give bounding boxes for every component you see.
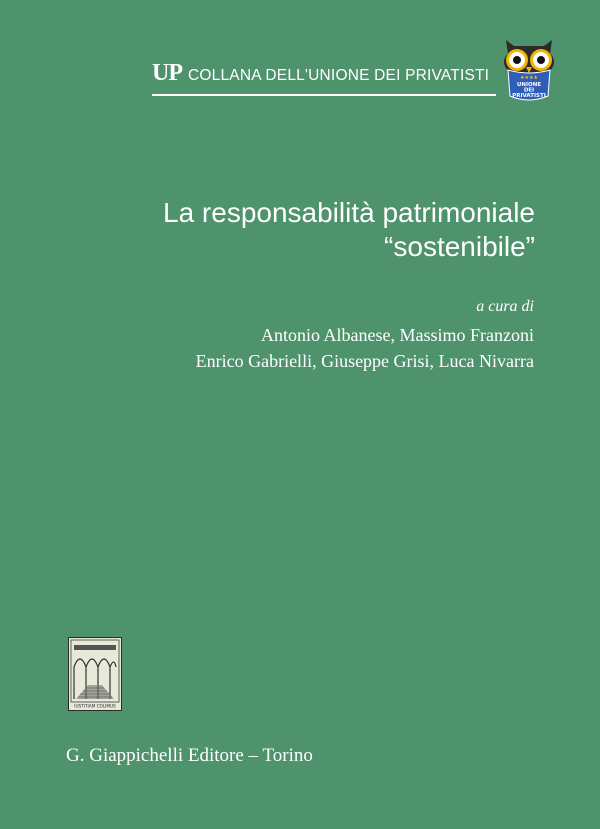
series-logo: UP [152, 60, 182, 86]
publisher-emblem [68, 637, 122, 711]
editors-line-2: Enrico Gabrielli, Giuseppe Grisi, Luca Nivarra [195, 351, 534, 371]
badge-line3: PRIVATISTI [512, 93, 546, 99]
series-divider [152, 94, 496, 96]
badge-line1: UNIONE [516, 82, 542, 88]
editors-line-1: Antonio Albanese, Massimo Franzoni [261, 325, 534, 345]
badge-line2: DEI [523, 87, 535, 94]
series-name: COLLANA DELL'UNIONE DEI PRIVATISTI [188, 67, 490, 84]
curators-label: a cura di [476, 298, 534, 315]
title-line-1: La responsabilità patrimoniale [163, 197, 535, 228]
editors [94, 322, 534, 374]
publisher-name: G. Giappichelli Editore – Torino [66, 745, 313, 766]
emblem-motto: IUSTITIAM COLIMUS [74, 703, 116, 709]
book-title [60, 196, 535, 264]
title-line-2: “sostenibile” [384, 231, 535, 262]
series-header [152, 60, 489, 87]
owl-logo [500, 36, 558, 104]
svg-text:★★★★: ★★★★ [520, 75, 538, 81]
